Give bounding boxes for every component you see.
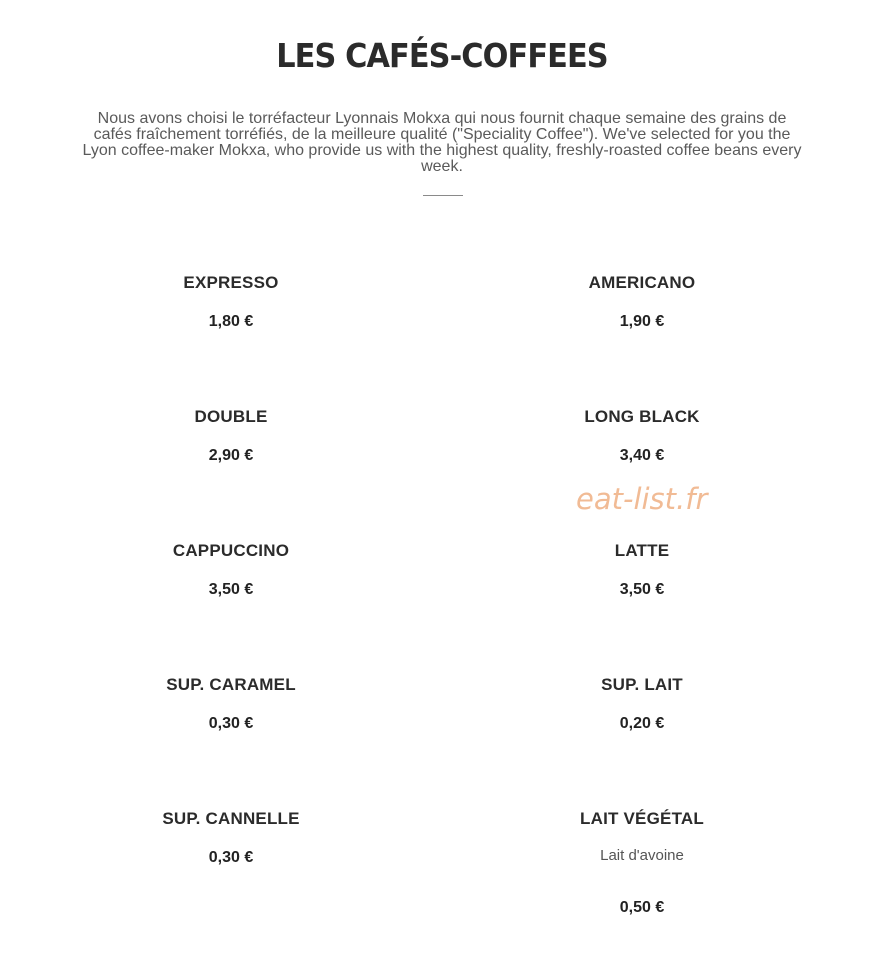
menu-item-name: CAPPUCCINO xyxy=(172,541,290,560)
menu-item-price: 1,80 € xyxy=(208,313,254,330)
page-title: LES CAFÉS-COFFEES xyxy=(276,36,608,75)
menu-item-sup-cannelle xyxy=(81,809,381,868)
menu-item-name: LATTE xyxy=(614,541,670,560)
menu-item-latte xyxy=(492,541,792,600)
menu-item-price: 3,50 € xyxy=(208,581,254,598)
menu-item-price: 1,90 € xyxy=(619,313,665,330)
menu-item-expresso xyxy=(81,273,381,332)
menu-item-price: 0,20 € xyxy=(619,715,665,732)
menu-item-americano xyxy=(492,273,792,332)
menu-item-price: 3,50 € xyxy=(619,581,665,598)
menu-item-name: SUP. CARAMEL xyxy=(166,675,296,694)
menu-item-price: 3,40 € xyxy=(619,447,665,464)
menu-item-price: 0,30 € xyxy=(208,849,254,866)
menu-item-name: LONG BLACK xyxy=(584,407,700,426)
title-divider xyxy=(423,195,463,196)
menu-item-long-black xyxy=(492,407,792,466)
menu-item-name: LAIT VÉGÉTAL xyxy=(580,809,704,828)
menu-item-price: 2,90 € xyxy=(208,447,254,464)
menu-item-price: 0,50 € xyxy=(619,899,665,916)
watermark-logo: eat-list.fr xyxy=(576,482,708,516)
menu-item-sup-lait xyxy=(492,675,792,734)
menu-item-name: DOUBLE xyxy=(194,407,268,426)
menu-item-double xyxy=(81,407,381,466)
menu-item-name: EXPRESSO xyxy=(183,273,279,292)
menu-item-name: SUP. LAIT xyxy=(601,675,683,694)
menu-item-name: AMERICANO xyxy=(588,273,696,292)
menu-item-cappuccino xyxy=(81,541,381,600)
menu-item-name: SUP. CANNELLE xyxy=(162,809,300,828)
intro-paragraph: Nous avons choisi le torréfacteur Lyonnais Mokxa qui nous fournit chaque semaine des grains de cafés fraîchement torréfiés, de la meilleure qualité ("Speciality Coffee"). We've selected for you the Lyon coffee-maker Mokxa, who provide us with the highest quality, freshly-roasted coffee beans every week. xyxy=(82,110,802,175)
menu-item-description: Lait d'avoine xyxy=(600,847,684,864)
menu-item-sup-caramel xyxy=(81,675,381,734)
menu-item-price: 0,30 € xyxy=(208,715,254,732)
menu-item-lait-vegetal xyxy=(492,809,792,918)
